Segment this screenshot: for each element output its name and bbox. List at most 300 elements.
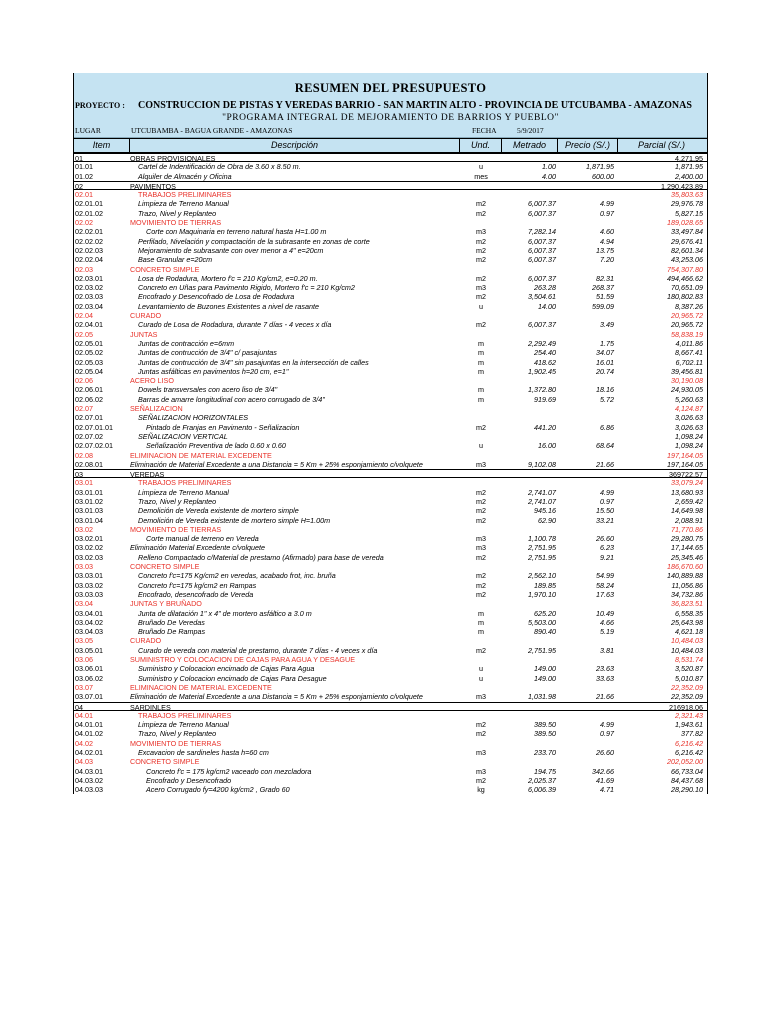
- row-partial: 4,011.86: [675, 338, 703, 348]
- table-row: [74, 553, 707, 562]
- row-item: 04.01.01: [75, 720, 103, 730]
- row-price: 21.66: [596, 459, 614, 469]
- row-unit: m2: [476, 208, 486, 218]
- row-unit: u: [479, 441, 483, 451]
- table-row: [74, 413, 707, 422]
- row-metrado: 1,902.45: [528, 366, 556, 376]
- row-item: 03.02.02: [75, 543, 103, 553]
- table-row: [74, 571, 707, 580]
- row-description: JUNTAS Y BRUÑADO: [130, 599, 202, 609]
- row-metrado: 1.00: [542, 162, 556, 172]
- row-price: 68.64: [596, 441, 614, 451]
- row-description: SARDINLES: [130, 702, 171, 712]
- table-row: [74, 506, 707, 515]
- row-price: 6.86: [600, 422, 614, 432]
- location-row: [74, 125, 707, 137]
- row-partial: 6,702.11: [675, 357, 703, 367]
- row-unit: m2: [476, 496, 486, 506]
- table-row: [74, 581, 707, 590]
- row-partial: 1,098.24: [675, 431, 703, 441]
- table-row: [74, 339, 707, 348]
- row-description: Encofrado y Desencofrado de Losa de Rodadura: [138, 292, 295, 302]
- table-row: [74, 367, 707, 376]
- row-item: 02.04.01: [75, 320, 103, 330]
- row-partial: 8,387.26: [675, 301, 703, 311]
- row-partial: 3,026.63: [675, 422, 703, 432]
- row-price: 3.49: [600, 320, 614, 330]
- row-unit: m3: [476, 748, 486, 757]
- subsection-row: [74, 451, 707, 460]
- table-row: [74, 460, 707, 469]
- row-partial: 3,026.63: [675, 413, 703, 423]
- row-partial: 22,352.09: [671, 692, 703, 702]
- row-price: 600.00: [592, 171, 614, 181]
- table-row: [74, 785, 707, 794]
- table-row: [74, 664, 707, 673]
- row-description: JUNTAS: [130, 329, 158, 339]
- row-metrado: 6,007.37: [528, 273, 556, 283]
- row-item: 04.03.03: [75, 785, 103, 795]
- row-partial: 1,943.61: [675, 720, 703, 730]
- table-row: [74, 172, 707, 181]
- row-item: 02.08.01: [75, 459, 103, 469]
- subsection-row: [74, 265, 707, 274]
- row-description: Junta de dilatación 1" x 4" de mortero asfáltico a 3.0 m: [138, 608, 312, 618]
- row-partial: 35,803.63: [671, 190, 703, 200]
- row-description: Señalización Preventiva de lado 0.60 x 0.60: [146, 441, 286, 451]
- row-metrado: 418.62: [534, 357, 556, 367]
- row-metrado: 2,741.07: [528, 487, 556, 497]
- row-partial: 2,400.00: [675, 171, 703, 181]
- row-price: 4.60: [600, 227, 614, 237]
- row-description: SEÑALIZACION: [130, 404, 183, 414]
- row-description: Concreto en Uñas para Pavimento Rigido, Mortero f'c = 210 Kg/cm2: [138, 283, 355, 293]
- row-item: 02.08: [75, 450, 93, 460]
- row-partial: 70,651.09: [671, 283, 703, 293]
- row-partial: 5,010.87: [675, 673, 703, 683]
- row-item: 02.03: [75, 264, 93, 274]
- table-row: [74, 674, 707, 683]
- row-item: 02.06: [75, 376, 93, 386]
- row-description: Limpieza de Terreno Manual: [138, 199, 229, 209]
- row-description: SEÑALIZACION VERTICAL: [138, 431, 228, 441]
- row-item: 03.04: [75, 599, 93, 609]
- subsection-row: [74, 190, 707, 199]
- table-row: [74, 441, 707, 450]
- row-metrado: 254.40: [534, 348, 556, 358]
- row-unit: m2: [476, 515, 486, 525]
- row-partial: 43,253.06: [671, 255, 703, 265]
- row-unit: kg: [477, 785, 485, 795]
- row-partial: 216918.06: [669, 702, 703, 712]
- row-unit: m2: [476, 645, 486, 655]
- row-description: Trazo, Nivel y Replanteo: [138, 496, 217, 506]
- row-partial: 3,520.87: [675, 664, 703, 674]
- row-metrado: 2,025.37: [528, 775, 556, 785]
- col-metrado: Metrado: [502, 139, 558, 152]
- subsection-row: [74, 683, 707, 692]
- row-unit: m3: [476, 692, 486, 702]
- col-precio: Precio (S/.): [558, 139, 618, 152]
- table-row: [74, 432, 707, 441]
- row-item: 02.05: [75, 329, 93, 339]
- row-metrado: 6,006.39: [528, 785, 556, 795]
- row-unit: m2: [476, 720, 486, 730]
- row-partial: 189,028.65: [667, 218, 703, 228]
- table-row: [74, 748, 707, 757]
- row-description: Barras de amarre longitudinal con acero corrugado de 3/4": [138, 394, 325, 404]
- subsection-row: [74, 525, 707, 534]
- subsection-row: [74, 330, 707, 339]
- table-row: [74, 423, 707, 432]
- row-item: 03.01: [75, 478, 93, 488]
- row-description: Concreto f'c = 175 kg/cm2 vaceado con mezcladora: [146, 766, 312, 776]
- row-metrado: 2,562.10: [528, 571, 556, 581]
- row-item: 03.04.03: [75, 627, 103, 637]
- table-row: [74, 692, 707, 701]
- row-unit: m3: [476, 459, 486, 469]
- row-item: 02.02: [75, 218, 93, 228]
- row-partial: 39,456.81: [671, 366, 703, 376]
- row-description: VEREDAS: [130, 470, 165, 480]
- row-metrado: 890.40: [534, 627, 556, 637]
- table-row: [74, 302, 707, 311]
- row-metrado: 14.00: [538, 301, 556, 311]
- row-metrado: 194.75: [534, 766, 556, 776]
- table-row: [74, 497, 707, 506]
- row-unit: m: [478, 348, 484, 358]
- row-description: SUMINISTRO Y COLOCACION DE CAJAS PARA AGUA Y DESAGUE: [130, 655, 356, 665]
- row-item: 03.02: [75, 524, 93, 534]
- table-row: [74, 199, 707, 208]
- table-row: [74, 729, 707, 738]
- row-partial: 377.82: [681, 729, 703, 739]
- row-item: 02.07.02.01: [75, 441, 113, 451]
- row-item: 03.06.01: [75, 664, 103, 674]
- row-item: 03.01.04: [75, 515, 103, 525]
- project-row: [74, 99, 707, 112]
- row-description: ELIMINACION DE MATERIAL EXCEDENTE: [130, 450, 272, 460]
- row-item: 03.01.02: [75, 496, 103, 506]
- row-unit: m: [478, 617, 484, 627]
- row-unit: m2: [476, 320, 486, 330]
- subsection-row: [74, 739, 707, 748]
- row-description: Corte con Maquinaria en terreno natural hasta H=1.00 m: [146, 227, 327, 237]
- row-item: 03.01.01: [75, 487, 103, 497]
- row-item: 03.06.02: [75, 673, 103, 683]
- row-item: 02.02.04: [75, 255, 103, 265]
- row-description: Eliminación Material Excedente c/volquete: [130, 543, 266, 553]
- row-item: 03.06: [75, 655, 93, 665]
- row-metrado: 625.20: [534, 608, 556, 618]
- row-item: 01.02: [75, 171, 93, 181]
- subsection-row: [74, 218, 707, 227]
- row-price: 26.60: [596, 748, 614, 757]
- row-description: Limpieza de Terreno Manual: [138, 720, 229, 730]
- row-partial: 1,871.95: [675, 162, 703, 172]
- row-metrado: 945.16: [534, 506, 556, 516]
- row-item: 03.07: [75, 682, 93, 692]
- table-row: [74, 590, 707, 599]
- row-partial: 1,290,423.89: [661, 181, 703, 191]
- row-price: 1,871.95: [586, 162, 614, 172]
- row-item: 04.02.01: [75, 748, 103, 757]
- col-descripcion: Descripción: [130, 139, 460, 152]
- row-price: 16.01: [596, 357, 614, 367]
- row-price: 1.75: [600, 338, 614, 348]
- row-metrado: 1,970.10: [528, 589, 556, 599]
- row-partial: 6,216.42: [675, 748, 703, 757]
- row-metrado: 4.00: [542, 171, 556, 181]
- row-description: Curado de Losa de Rodadura, durante 7 días - 4 veces x día: [138, 320, 332, 330]
- row-metrado: 1,031.98: [528, 692, 556, 702]
- date-label: FECHA: [472, 126, 497, 135]
- row-item: 02.06.01: [75, 385, 103, 395]
- table-row: [74, 246, 707, 255]
- row-metrado: 441.20: [534, 422, 556, 432]
- row-unit: m3: [476, 283, 486, 293]
- table-row: [74, 274, 707, 283]
- row-price: 15.50: [596, 506, 614, 516]
- table-row: [74, 209, 707, 218]
- row-description: Concreto f'c=175 Kg/cm2 en veredas, acabado frot, inc. bruña: [138, 571, 336, 581]
- row-unit: m2: [476, 552, 486, 562]
- row-unit: m2: [476, 255, 486, 265]
- row-partial: 8,667.41: [675, 348, 703, 358]
- row-item: 03.03: [75, 562, 93, 572]
- row-partial: 369722.57: [669, 470, 703, 480]
- row-description: CONCRETO SIMPLE: [130, 562, 200, 572]
- row-item: 03.05.01: [75, 645, 103, 655]
- subsection-row: [74, 711, 707, 720]
- row-partial: 24,930.05: [671, 385, 703, 395]
- row-description: Eliminación de Material Excedente a una Distancia = 5 Km + 25% esponjamiento c/volquete: [130, 459, 423, 469]
- table-row: [74, 283, 707, 292]
- row-metrado: 263.28: [534, 283, 556, 293]
- row-partial: 6,558.35: [675, 608, 703, 618]
- subsection-row: [74, 311, 707, 320]
- row-unit: m2: [476, 236, 486, 246]
- row-partial: 5,260.63: [675, 394, 703, 404]
- row-description: Acero Corrugado fy=4200 kg/cm2 , Grado 60: [146, 785, 290, 795]
- row-partial: 14,649.98: [671, 506, 703, 516]
- row-partial: 25,643.98: [671, 617, 703, 627]
- row-partial: 1,098.24: [675, 441, 703, 451]
- row-unit: m3: [476, 227, 486, 237]
- row-item: 02.05.01: [75, 338, 103, 348]
- row-partial: 66,733.04: [671, 766, 703, 776]
- row-price: 17.63: [596, 589, 614, 599]
- row-partial: 197,164.05: [667, 459, 703, 469]
- date-value: 5/9/2017: [517, 126, 544, 135]
- row-item: 03.02.03: [75, 552, 103, 562]
- row-price: 5.72: [600, 394, 614, 404]
- row-item: 04.03.01: [75, 766, 103, 776]
- row-description: Alquiler de Almacén y Oficina: [138, 171, 232, 181]
- row-metrado: 3,504.61: [528, 292, 556, 302]
- row-unit: m2: [476, 571, 486, 581]
- row-description: Juntas asfálticas en pavimentos h=20 cm, e=1": [138, 366, 289, 376]
- row-partial: 84,437.68: [671, 775, 703, 785]
- row-description: CURADO: [130, 636, 162, 646]
- row-unit: m2: [476, 775, 486, 785]
- row-description: OBRAS PROVISIONALES: [130, 154, 216, 163]
- row-price: 0.97: [600, 729, 614, 739]
- subsection-row: [74, 655, 707, 664]
- row-unit: u: [479, 301, 483, 311]
- row-item: 02.03.04: [75, 301, 103, 311]
- row-price: 0.97: [600, 208, 614, 218]
- row-partial: 2,321.43: [675, 710, 703, 720]
- row-item: 02.02.01: [75, 227, 103, 237]
- row-metrado: 2,751.95: [528, 645, 556, 655]
- row-partial: 197,164.05: [667, 450, 703, 460]
- row-description: Concreto f'c=175 kg/cm2 en Rampas: [138, 580, 257, 590]
- row-item: 02.01.01: [75, 199, 103, 209]
- row-price: 82.31: [596, 273, 614, 283]
- table-row: [74, 618, 707, 627]
- row-metrado: 2,292.49: [528, 338, 556, 348]
- row-description: Encofrado, desencofrado de Vereda: [138, 589, 254, 599]
- row-partial: 20,965.72: [671, 311, 703, 321]
- row-unit: u: [479, 673, 483, 683]
- row-description: TRABAJOS PRELIMINARES: [138, 710, 232, 720]
- row-unit: m2: [476, 580, 486, 590]
- row-description: Pintado de Franjas en Pavimento - Señalizacion: [146, 422, 300, 432]
- row-partial: 494,466.62: [667, 273, 703, 283]
- row-description: Losa de Rodadura, Mortero f'c = 210 Kg/cm2, e=0.20 m.: [138, 273, 318, 283]
- table-row: [74, 534, 707, 543]
- row-description: Juntas de contrucción de 3/4" c/ pasajuntas: [138, 348, 277, 358]
- row-partial: 180,802.83: [667, 292, 703, 302]
- row-description: Juntas de contrucción de 3/4" sin pasajuntas en la intersección de calles: [138, 357, 369, 367]
- row-partial: 10,484.03: [671, 636, 703, 646]
- row-partial: 30,190.08: [671, 376, 703, 386]
- row-item: 01.01: [75, 162, 93, 172]
- row-item: 02: [75, 181, 83, 191]
- row-description: Trazo, Nivel y Replanteo: [138, 729, 217, 739]
- row-partial: 5,827.15: [675, 208, 703, 218]
- row-description: Bruñado De Veredas: [138, 617, 205, 627]
- row-description: CONCRETO SIMPLE: [130, 264, 200, 274]
- row-partial: 11,056.86: [671, 580, 703, 590]
- row-item: 03.02.01: [75, 534, 103, 544]
- row-item: 03.05: [75, 636, 93, 646]
- section-row: [74, 702, 707, 711]
- row-metrado: 6,007.37: [528, 208, 556, 218]
- row-unit: mes: [474, 171, 488, 181]
- row-description: Encofrado y Desencofrado: [146, 775, 232, 785]
- row-description: Perfilado, Nivelación y compactación de la subrasante en zonas de corte: [138, 236, 370, 246]
- row-metrado: 189.85: [534, 580, 556, 590]
- row-price: 20.74: [596, 366, 614, 376]
- row-price: 9.21: [600, 552, 614, 562]
- row-unit: m2: [476, 273, 486, 283]
- row-unit: m: [478, 394, 484, 404]
- row-price: 33.21: [596, 515, 614, 525]
- col-item: Item: [74, 139, 130, 152]
- row-description: TRABAJOS PRELIMINARES: [138, 190, 232, 200]
- row-unit: m: [478, 627, 484, 637]
- table-row: [74, 385, 707, 394]
- table-row: [74, 358, 707, 367]
- row-description: ELIMINACION DE MATERIAL EXCEDENTE: [130, 682, 272, 692]
- row-description: Demolición de Vereda existente de mortero simple: [138, 506, 299, 516]
- row-price: 4.71: [600, 785, 614, 795]
- row-description: Bruñado De Rampas: [138, 627, 206, 637]
- table-row: [74, 720, 707, 729]
- row-partial: 29,280.75: [671, 534, 703, 544]
- row-unit: m2: [476, 245, 486, 255]
- table-row: [74, 395, 707, 404]
- subsection-row: [74, 404, 707, 413]
- row-metrado: 1,100.78: [528, 534, 556, 544]
- location-value: UTCUBAMBA - BAGUA GRANDE - AMAZONAS: [131, 126, 293, 135]
- row-price: 26.60: [596, 534, 614, 544]
- row-price: 7.20: [600, 255, 614, 265]
- col-parcial: Parcial (S/.): [637, 140, 685, 150]
- row-partial: 8,531.74: [675, 655, 703, 665]
- row-item: 03.03.02: [75, 580, 103, 590]
- row-metrado: 149.00: [534, 664, 556, 674]
- row-metrado: 389.50: [534, 720, 556, 730]
- row-partial: 4,621.18: [675, 627, 703, 637]
- row-price: 4.99: [600, 720, 614, 730]
- row-item: 02.02.03: [75, 245, 103, 255]
- table-row: [74, 162, 707, 171]
- table-row: [74, 255, 707, 264]
- row-partial: 6,216.42: [675, 738, 703, 748]
- row-description: Limpieza de Terreno Manual: [138, 487, 229, 497]
- row-item: 02.05.02: [75, 348, 103, 358]
- row-metrado: 6,007.37: [528, 199, 556, 209]
- table-row: [74, 237, 707, 246]
- budget-rows: [74, 153, 707, 794]
- row-item: 02.03.01: [75, 273, 103, 283]
- row-description: Relleno Compactado c/Material de prestamo (Afirmado) para base de vereda: [138, 552, 384, 562]
- row-metrado: 9,102.08: [528, 459, 556, 469]
- row-item: 02.04: [75, 311, 93, 321]
- row-unit: m2: [476, 422, 486, 432]
- program-name: "PROGRAMA INTEGRAL DE MEJORAMIENTO DE BARRIOS Y PUEBLO": [222, 113, 559, 123]
- row-price: 23.63: [596, 664, 614, 674]
- row-metrado: 62.90: [538, 515, 556, 525]
- section-row: [74, 153, 707, 162]
- row-metrado: 6,007.37: [528, 320, 556, 330]
- row-item: 03.03.01: [75, 571, 103, 581]
- row-item: 04.03: [75, 757, 93, 767]
- row-item: 03.01.03: [75, 506, 103, 516]
- row-price: 599.09: [592, 301, 614, 311]
- row-unit: m: [478, 608, 484, 618]
- row-metrado: 919.69: [534, 394, 556, 404]
- row-description: Base Granular e=20cm: [138, 255, 213, 265]
- row-metrado: 6,007.37: [528, 245, 556, 255]
- row-price: 3.81: [600, 645, 614, 655]
- header-block: [74, 73, 707, 138]
- row-partial: 186,670.60: [667, 562, 703, 572]
- row-item: 02.01: [75, 190, 93, 200]
- row-item: 02.07.02: [75, 431, 103, 441]
- table-row: [74, 543, 707, 552]
- table-row: [74, 776, 707, 785]
- row-description: Trazo, Nivel y Replanteo: [138, 208, 217, 218]
- row-metrado: 6,007.37: [528, 255, 556, 265]
- row-partial: 34,732.86: [671, 589, 703, 599]
- row-description: MOVIMIENTO DE TIERRAS: [130, 218, 222, 228]
- row-price: 5.19: [600, 627, 614, 637]
- row-price: 4.94: [600, 236, 614, 246]
